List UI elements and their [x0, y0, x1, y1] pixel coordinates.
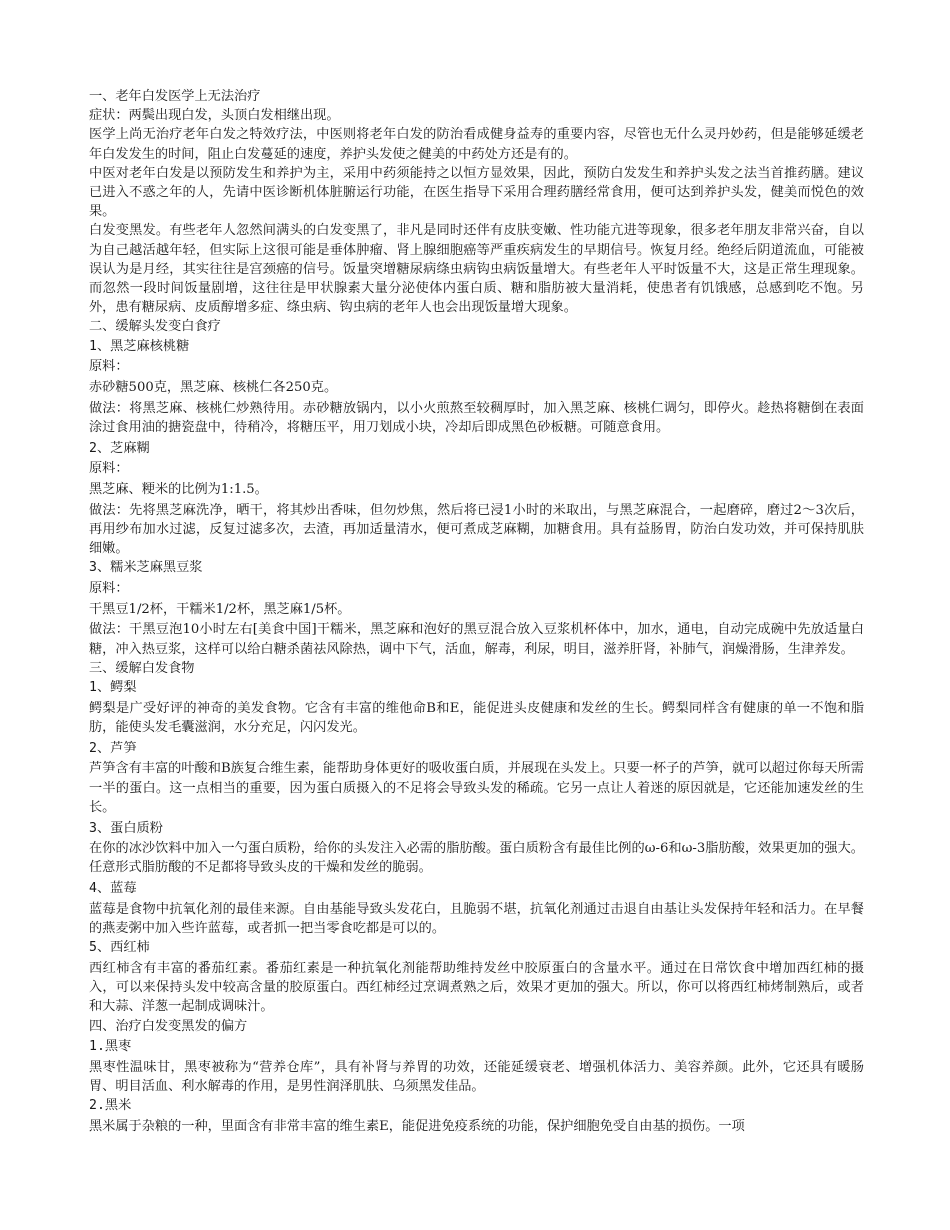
food-text: 在你的冰沙饮料中加入一勺蛋白质粉，给你的头发注入必需的脂肪酸。蛋白质粉含有最佳比例的ω-6和ω-3脂肪酸，效果更加的强大。任意形式脂肪酸的不足都将导致头皮的干燥和发丝的脆弱。 [89, 841, 864, 876]
food-title: 4、蓝莓 [89, 881, 137, 897]
remedy-title: 2.黑米 [89, 1098, 132, 1114]
food-text: 西红柿含有丰富的番茄红素。番茄红素是一种抗氧化剂能帮助维持发丝中胶原蛋白的含量水平。通过在日常饮食中增加西红柿的摄入，可以来保持头发中较高含量的胶原蛋白。西红柿经过烹调煮熟之后，效果才更加的强大。所以，你可以将西红柿烤制熟后，或者和大蒜、洋葱一起制成调味汁。 [89, 960, 864, 1015]
symptom-line: 症状：两鬓出现白发，头顶白发相继出现。 [89, 108, 340, 124]
recipe-title: 2、芝麻糊 [89, 440, 150, 456]
section-heading: 四、治疗白发变黑发的偏方 [89, 1018, 248, 1034]
method-text: 做法：先将黑芝麻洗净，晒干，将其炒出香味，但勿炒焦，然后将已浸1小时的米取出，与黑芝麻混合，一起磨碎，磨过2～3次后，再用纱布加水过滤，反复过滤多次，去渣，再加适量清水，便可煮成芝麻糊，加糖食用。具有益肠胃，防治白发功效，并可保持肌肤细嫩。 [89, 502, 864, 557]
paragraph: 中医对老年白发是以预防发生和养护为主，采用中药须能持之以恒方显效果，因此，预防白发发生和养护头发之法当首推药膳。建议已进入不惑之年的人，先请中医诊断机体脏腑运行功能，在医生指导下采用合理药膳经常食用，便可达到养护头发，健美而悦色的效果。 [89, 165, 864, 220]
ingredients-text: 干黑豆1/2杯，干糯米1/2杯，黑芝麻1/5杯。 [89, 601, 351, 617]
recipe-title: 1、黑芝麻核桃糖 [89, 338, 190, 354]
method-text: 做法：干黑豆泡10小时左右[美食中国]干糯米，黑芝麻和泡好的黑豆混合放入豆浆机杯体中，加水，通电，自动完成碗中先放适量白糖，冲入热豆浆，这样可以给白糖杀菌祛风除热，调中下气，活血，解毒，利尿，明目，滋养肝肾，补肺气，润燥滑肠，生津养发。 [89, 622, 864, 657]
remedy-title: 1.黑枣 [89, 1039, 132, 1055]
paragraph: 白发变黑发。有些老年人忽然间满头的白发变黑了，非凡是同时还伴有皮肤变嫩、性功能亢进等现象，很多老年朋友非常兴奋，自以为自己越活越年轻，但实际上这很可能是垂体肿瘤、肾上腺细胞癌等严重疾病发生的早期信号。恢复月经。绝经后阴道流血，可能被误认为是月经，其实往往是宫颈癌的信号。饭量突增糖尿病绦虫病钩虫病饭量增大。有些老年人平时饭量不大，这是正常生理现象。而忽然一段时间饭量剧增，这往往是甲状腺素大量分泌使体内蛋白质、糖和脂肪被大量消耗，使患者有饥饿感，总感到吃不饱。另外，患有糖尿病、皮质醇增多症、绦虫病、钩虫病的老年人也会出现饭量增大现象。 [89, 223, 864, 316]
ingredients-label: 原料： [89, 581, 129, 597]
remedy-text: 黑枣性温味甘，黑枣被称为“营养仓库”，具有补肾与养胃的功效，还能延缓衰老、增强机体活力、美容养颜。此外，它还具有暖肠胃、明目活血、利水解毒的作用，是男性润泽肌肤、乌须黑发佳品。 [89, 1059, 864, 1095]
food-title: 3、蛋白质粉 [89, 820, 163, 836]
section-heading: 三、缓解白发食物 [89, 660, 195, 676]
food-title: 2、芦笋 [89, 740, 137, 756]
food-text: 芦笋含有丰富的叶酸和B族复合维生素，能帮助身体更好的吸收蛋白质，并展现在头发上。只要一杯子的芦笋，就可以超过你每天所需一半的蛋白。这一点相当的重要，因为蛋白质摄入的不足将会导致头发的稀疏。它另一点让人着迷的原因就是，它还能加速发丝的生长。 [89, 761, 864, 815]
paragraph: 医学上尚无治疗老年白发之特效疗法，中医则将老年白发的防治看成健身益寿的重要内容，尽管也无什么灵丹妙药，但是能够延缓老年白发发生的时间，阻止白发蔓延的速度，养护头发使之健美的中药处方还是有的。 [89, 127, 864, 162]
ingredients-text: 黑芝麻、粳米的比例为1:1.5。 [89, 482, 268, 498]
section-heading: 一、老年白发医学上无法治疗 [89, 89, 261, 104]
section-heading: 二、缓解头发变白食疗 [89, 319, 221, 335]
recipe-title: 3、糯米芝麻黑豆浆 [89, 560, 203, 576]
food-text: 鳄梨是广受好评的神奇的美发食物。它含有丰富的维他命B和E，能促进头皮健康和发丝的生长。鳄梨同样含有健康的单一不饱和脂肪，能使头发毛囊滋润，水分充足，闪闪发光。 [89, 700, 864, 735]
food-title: 5、西红柿 [89, 940, 150, 956]
ingredients-label: 原料： [89, 359, 129, 375]
remedy-text: 黑米属于杂粮的一种，里面含有非常丰富的维生素E，能促进免疫系统的功能，保护细胞免受自由基的损伤。一项 [89, 1119, 745, 1135]
food-text: 蓝莓是食物中抗氧化剂的最佳来源。自由基能导致头发花白，且脆弱不堪，抗氧化剂通过击退自由基让头发保持年轻和活力。在早餐的燕麦粥中加入些许蓝莓，或者抓一把当零食吃都是可以的。 [89, 901, 864, 937]
document-page [89, 87, 864, 1136]
ingredients-label: 原料： [89, 461, 129, 477]
food-title: 1、鳄梨 [89, 680, 137, 696]
ingredients-text: 赤砂糖500克，黑芝麻、核桃仁各250克。 [89, 380, 338, 396]
method-text: 做法：将黑芝麻、核桃仁炒熟待用。赤砂糖放锅内，以小火煎熬至较稠厚时，加入黑芝麻、核桃仁调匀，即停火。趁热将糖倒在表面涂过食用油的搪瓷盘中，待稍冷，将糖压平，用刀划成小块，冷却后即成黑色砂板糖。可随意食用。 [89, 400, 864, 435]
